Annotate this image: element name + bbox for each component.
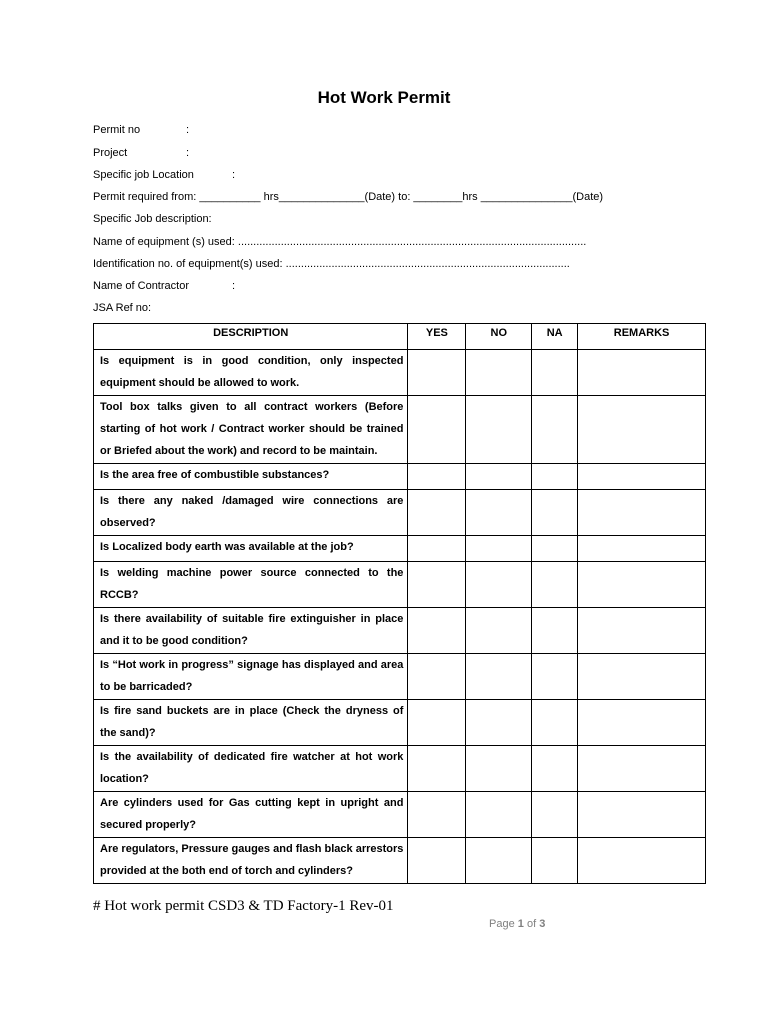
footer-revision-note: # Hot work permit CSD3 & TD Factory-1 Rev-01: [93, 898, 394, 914]
yes-cell[interactable]: [408, 838, 466, 884]
required-from-line: Permit required from: __________ hrs______________(Date) to: ________hrs _______________(Date): [93, 191, 604, 203]
na-cell[interactable]: [532, 838, 578, 884]
na-cell[interactable]: [532, 792, 578, 838]
no-cell[interactable]: [466, 608, 532, 654]
na-cell[interactable]: [532, 700, 578, 746]
yes-cell[interactable]: [408, 562, 466, 608]
na-cell[interactable]: [532, 746, 578, 792]
equipment-name-line: Name of equipment (s) used: ..................................................................................................................: [93, 236, 587, 248]
row-description: Is fire sand buckets are in place (Check the dryness of the sand)?: [94, 700, 408, 746]
remarks-cell[interactable]: [578, 700, 706, 746]
project-colon: :: [186, 147, 190, 159]
page-title: Hot Work Permit: [317, 88, 451, 107]
no-cell[interactable]: [466, 700, 532, 746]
header-no: NO: [466, 324, 532, 350]
remarks-cell[interactable]: [578, 792, 706, 838]
yes-cell[interactable]: [408, 536, 466, 562]
row-description: Tool box talks given to all contract workers (Before starting of hot work / Contract worker should be trained or Briefed about the work) and record to be maintain.: [94, 396, 408, 464]
table-row: [94, 536, 706, 562]
no-cell[interactable]: [466, 838, 532, 884]
equipment-id-line: Identification no. of equipment(s) used: .............................................................................................: [93, 258, 570, 270]
no-cell[interactable]: [466, 536, 532, 562]
row-description: Is “Hot work in progress” signage has displayed and area to be barricaded?: [94, 654, 408, 700]
na-cell[interactable]: [532, 654, 578, 700]
row-description: Are regulators, Pressure gauges and flash black arrestors provided at the both end of torch and cylinders?: [94, 838, 408, 884]
na-cell[interactable]: [532, 464, 578, 490]
contractor-colon: :: [232, 280, 236, 292]
table-row: [94, 838, 706, 884]
page-current: 1: [517, 918, 524, 930]
remarks-cell[interactable]: [578, 562, 706, 608]
row-description: Is Localized body earth was available at the job?: [94, 536, 408, 562]
permit-no-colon: :: [186, 124, 190, 136]
na-cell[interactable]: [532, 350, 578, 396]
no-cell[interactable]: [466, 746, 532, 792]
remarks-cell[interactable]: [578, 654, 706, 700]
remarks-cell[interactable]: [578, 350, 706, 396]
row-description: Is the area free of combustible substances?: [94, 464, 408, 490]
yes-cell[interactable]: [408, 700, 466, 746]
remarks-cell[interactable]: [578, 396, 706, 464]
page-number: [489, 918, 545, 930]
na-cell[interactable]: [532, 536, 578, 562]
jsa-ref-label: JSA Ref no:: [93, 302, 152, 314]
table-row: [94, 654, 706, 700]
remarks-cell[interactable]: [578, 746, 706, 792]
header-remarks: REMARKS: [578, 324, 706, 350]
page-of: of: [526, 918, 537, 930]
no-cell[interactable]: [466, 464, 532, 490]
table-row: [94, 792, 706, 838]
row-description: Is equipment is in good condition, only inspected equipment should be allowed to work.: [94, 350, 408, 396]
no-cell[interactable]: [466, 396, 532, 464]
project-label: Project: [93, 147, 128, 159]
remarks-cell[interactable]: [578, 838, 706, 884]
yes-cell[interactable]: [408, 608, 466, 654]
remarks-cell[interactable]: [578, 608, 706, 654]
no-cell[interactable]: [466, 562, 532, 608]
checklist-table: [93, 323, 706, 884]
no-cell[interactable]: [466, 792, 532, 838]
yes-cell[interactable]: [408, 792, 466, 838]
table-row: [94, 490, 706, 536]
remarks-cell[interactable]: [578, 490, 706, 536]
job-description-label: Specific Job description:: [93, 213, 212, 225]
header-na: NA: [532, 324, 578, 350]
row-description: Are cylinders used for Gas cutting kept in upright and secured properly?: [94, 792, 408, 838]
page-label: Page: [489, 918, 515, 930]
yes-cell[interactable]: [408, 490, 466, 536]
remarks-cell[interactable]: [578, 464, 706, 490]
table-row: [94, 746, 706, 792]
contractor-label: Name of Contractor: [93, 280, 189, 292]
yes-cell[interactable]: [408, 746, 466, 792]
na-cell[interactable]: [532, 396, 578, 464]
header-yes: YES: [408, 324, 466, 350]
remarks-cell[interactable]: [578, 536, 706, 562]
permit-no-label: Permit no: [93, 124, 141, 136]
table-row: [94, 562, 706, 608]
row-description: Is welding machine power source connected to the RCCB?: [94, 562, 408, 608]
yes-cell[interactable]: [408, 464, 466, 490]
page-total: 3: [539, 918, 546, 930]
table-row: [94, 700, 706, 746]
row-description: Is there availability of suitable fire extinguisher in place and it to be good condition?: [94, 608, 408, 654]
location-colon: :: [232, 169, 236, 181]
no-cell[interactable]: [466, 490, 532, 536]
row-description: Is there any naked /damaged wire connections are observed?: [94, 490, 408, 536]
table-row: [94, 350, 706, 396]
table-header-row: [94, 324, 706, 350]
no-cell[interactable]: [466, 654, 532, 700]
row-description: Is the availability of dedicated fire watcher at hot work location?: [94, 746, 408, 792]
table-row: [94, 464, 706, 490]
location-label: Specific job Location: [93, 169, 194, 181]
yes-cell[interactable]: [408, 350, 466, 396]
table-row: [94, 608, 706, 654]
na-cell[interactable]: [532, 562, 578, 608]
yes-cell[interactable]: [408, 396, 466, 464]
na-cell[interactable]: [532, 608, 578, 654]
na-cell[interactable]: [532, 490, 578, 536]
no-cell[interactable]: [466, 350, 532, 396]
header-description: DESCRIPTION: [94, 324, 408, 350]
yes-cell[interactable]: [408, 654, 466, 700]
table-row: [94, 396, 706, 464]
